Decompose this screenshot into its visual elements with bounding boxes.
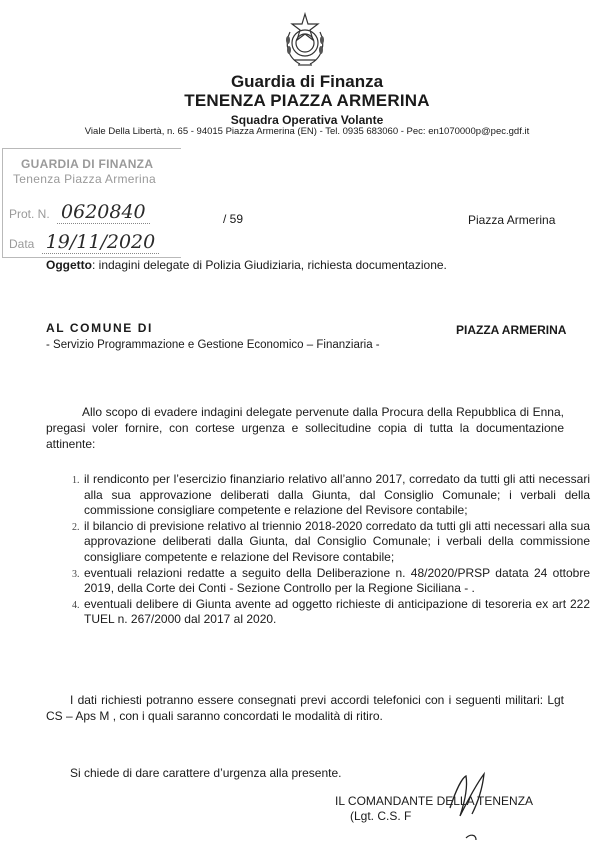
protocol-suffix: / 59 <box>223 212 244 226</box>
urgency-paragraph: Si chiede di dare carattere d’urgenza alla presente. <box>70 766 342 780</box>
letter-place: Piazza Armerina <box>468 213 556 227</box>
stamp-protocol-label: Prot. N. <box>9 207 50 221</box>
stamp-date-row <box>9 231 159 253</box>
addressee-city: PIAZZA ARMERINA <box>456 323 567 337</box>
signer-title: IL COMANDANTE DELLA TENENZA <box>335 794 534 808</box>
squad-name: Squadra Operativa Volante <box>230 113 384 127</box>
stamp-office: Tenenza Piazza Armerina <box>13 172 156 186</box>
addressee-department: - Servizio Programmazione e Gestione Economico – Finanziaria - <box>46 339 380 351</box>
intro-paragraph: Allo scopo di evadere indagini delegate pervenute dalla Procura della Repubblica di Enna, pregasi voler fornire, con cortese urgenza e sollecitudine copia di tutta la documentazione attinente: <box>46 405 564 451</box>
stamp-protocol-number: 0620840 <box>57 201 150 224</box>
subject-text: : indagini delegate di Polizia Giudiziaria, richiesta documentazione. <box>92 258 447 272</box>
requested-documents-list <box>58 472 590 628</box>
stamp-protocol-row <box>9 201 150 223</box>
office-address: Viale Della Libertà, n. 65 - 94015 Piazza Armerina (EN) - Tel. 0935 683060 - Pec: en1070000p@pec.gdf.it <box>84 126 530 137</box>
signer-name: (Lgt. C.S. F <box>350 809 412 823</box>
contacts-paragraph: I dati richiesti potranno essere consegnati previ accordi telefonici con i seguenti militari: Lgt CS – Aps M , con i quali saranno concordati le modalità di ritiro. <box>46 693 564 723</box>
italian-republic-emblem-icon <box>282 10 328 70</box>
addressee: AL COMUNE DI <box>46 321 153 335</box>
list-item: 2. il bilancio di previsione relativo al triennio 2018-2020 corredato da tutti gli atti necessari alla sua approvazione deliberati dalla Giunta, dal Consiglio Comunale; i verbali della commissione consigliare competente e relazione del Revisore contabile; <box>82 519 590 566</box>
stamp-org: GUARDIA DI FINANZA <box>21 157 154 171</box>
list-item: 1. il rendiconto per l’esercizio finanziario relativo all’anno 2017, corredato da tutti gli atti necessari alla sua approvazione deliberati dalla Giunta, dal Consiglio Comunale; i verbali della commissione consigliare competente e relazione del Revisore contabile; <box>82 472 590 519</box>
subject-label: Oggetto <box>46 258 92 272</box>
list-item: 3. eventuali relazioni redatte a seguito della Deliberazione n. 48/2020/PRSP datata 24 ottobre 2019, della Corte dei Conti - Sezione Controllo per la Regione Siciliana - . <box>82 566 590 597</box>
protocol-stamp <box>2 148 181 258</box>
stamp-date-label: Data <box>9 237 35 251</box>
handwritten-signature-icon <box>436 768 496 858</box>
unit-name: TENENZA PIAZZA ARMERINA <box>184 91 430 110</box>
subject-line <box>46 258 447 272</box>
stamp-date-value: 19/11/2020 <box>42 231 160 254</box>
list-item: 4. eventuali delibere di Giunta avente ad oggetto richieste di anticipazione di tesoreria ex art 222 TUEL n. 267/2000 dal 2017 al 2020. <box>82 597 590 628</box>
organization-name: Guardia di Finanza <box>230 72 384 91</box>
